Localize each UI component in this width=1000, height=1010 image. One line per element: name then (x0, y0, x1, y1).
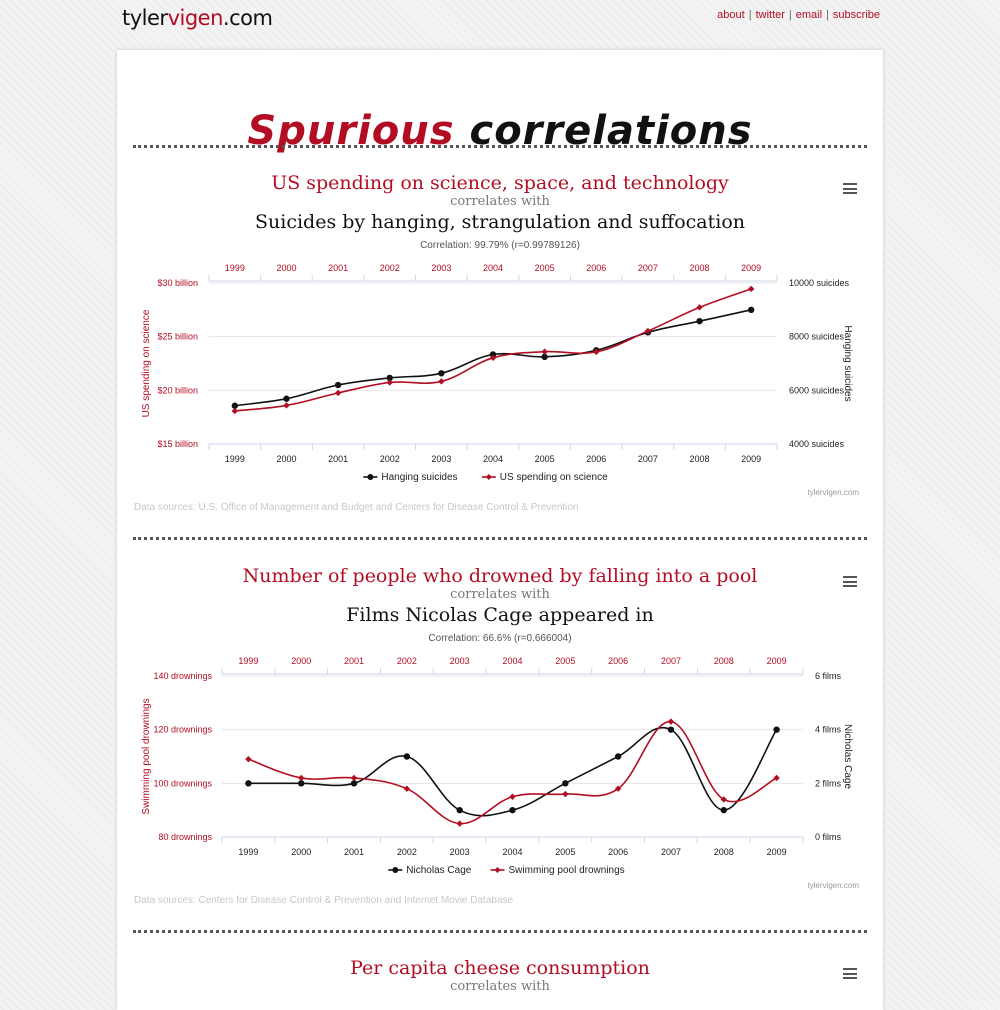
right-axis-tick-label: 6000 suicides (789, 385, 845, 396)
data-point (438, 370, 444, 376)
x-tick-label-top: 2002 (379, 263, 400, 273)
right-axis-tick-label: 0 films (815, 832, 842, 842)
x-tick-label-top: 2001 (344, 656, 365, 666)
nav-separator: | (826, 9, 829, 21)
data-point (696, 318, 702, 324)
legend-marker (495, 867, 501, 873)
nav-separator: | (788, 9, 792, 21)
x-tick-label-top: 1999 (238, 656, 259, 666)
x-tick-label-bottom: 2002 (379, 454, 400, 464)
legend-label: Hanging suicides (381, 472, 458, 483)
x-tick-label-top: 2002 (396, 656, 417, 666)
top-nav (717, 9, 880, 21)
logo-part-tyler: tyler (122, 6, 168, 30)
right-axis-tick-label: 6 films (815, 671, 842, 681)
legend-item (388, 865, 471, 876)
data-point (404, 753, 410, 759)
data-point (509, 807, 515, 813)
chart-credit[interactable]: tylervigen.com (807, 881, 859, 890)
chart-title-bottom: Films Nicolas Cage appeared in (346, 604, 654, 626)
x-tick-label-bottom: 2003 (431, 454, 452, 464)
data-point (615, 753, 621, 759)
x-tick-label-bottom: 1999 (224, 454, 245, 464)
correlation-value: Correlation: 66.6% (r=0.666004) (428, 633, 572, 644)
x-tick-label-top: 2000 (291, 656, 312, 666)
x-tick-label-top: 2005 (555, 656, 576, 666)
chart-title-top: Per capita cheese consumption (350, 957, 650, 979)
legend-item (491, 865, 625, 876)
chart-1-svg (117, 170, 883, 495)
x-tick-label-top: 2006 (608, 656, 629, 666)
x-tick-label-top: 2006 (586, 263, 607, 273)
x-tick-label-top: 2008 (713, 656, 734, 666)
right-axis-tick-label: 2 films (815, 778, 842, 789)
left-axis-tick-label: 120 drownings (153, 724, 212, 735)
logo-part-com: .com (222, 6, 273, 30)
data-point (298, 775, 304, 781)
data-sources: Data sources: Centers for Disease Control & Prevention and Internet Movie Database (134, 895, 514, 906)
banner-word-spurious: Spurious (247, 108, 455, 154)
left-axis-tick-label: $15 billion (157, 439, 198, 449)
nav-separator: | (748, 9, 752, 21)
section-divider (133, 537, 867, 540)
legend-item (482, 472, 608, 483)
x-tick-label-top: 2009 (741, 263, 762, 273)
x-tick-label-bottom: 2000 (291, 847, 312, 857)
x-tick-label-bottom: 2007 (637, 454, 658, 464)
x-tick-label-bottom: 2001 (344, 847, 365, 857)
x-tick-label-top: 2001 (328, 263, 349, 273)
data-point (668, 726, 674, 732)
right-axis-tick-label: 4 films (815, 724, 842, 735)
data-point (456, 820, 462, 826)
left-axis-tick-label: $20 billion (157, 385, 198, 396)
legend-label: Swimming pool drownings (508, 865, 625, 876)
site-logo[interactable] (122, 6, 272, 30)
x-tick-label-top: 2005 (534, 263, 555, 273)
chart-credit[interactable]: tylervigen.com (807, 488, 859, 497)
data-point (773, 775, 779, 781)
x-tick-label-bottom: 2008 (713, 847, 734, 857)
data-point (696, 304, 702, 310)
x-tick-label-top: 2004 (482, 263, 504, 273)
chart-menu-icon[interactable] (843, 968, 857, 979)
chart-title-top: US spending on science, space, and technology (271, 172, 729, 194)
data-point (404, 786, 410, 792)
legend-marker (486, 474, 492, 480)
x-tick-label-bottom: 2009 (766, 847, 787, 857)
x-tick-label-bottom: 2003 (449, 847, 470, 857)
x-tick-label-bottom: 2006 (586, 454, 607, 464)
correlates-with-text: correlates with (450, 979, 550, 994)
x-tick-label-top: 2003 (449, 656, 470, 666)
site-header (0, 0, 1000, 44)
data-point (773, 726, 779, 732)
left-axis-tick-label: $30 billion (157, 278, 198, 288)
nav-link-about[interactable]: about (717, 9, 745, 21)
x-tick-label-bottom: 2001 (328, 454, 349, 464)
legend-item (363, 472, 457, 483)
x-tick-label-bottom: 2006 (608, 847, 629, 857)
x-tick-label-top: 2008 (689, 263, 710, 273)
chart-2-svg (117, 563, 883, 888)
chart-title-bottom: Suicides by hanging, strangulation and suffocation (254, 211, 745, 233)
right-axis-tick-label: 8000 suicides (789, 331, 845, 342)
left-axis-tick-label: 140 drownings (153, 671, 212, 681)
data-point (245, 780, 251, 786)
x-tick-label-top: 2007 (637, 263, 658, 273)
left-axis-title: US spending on science (141, 309, 152, 418)
data-point (245, 756, 251, 762)
banner-word-correlations: correlations (469, 108, 753, 154)
data-point (456, 807, 462, 813)
x-tick-label-top: 2000 (276, 263, 297, 273)
x-tick-label-bottom: 2004 (502, 847, 523, 857)
x-tick-label-bottom: 2008 (689, 454, 710, 464)
left-axis-tick-label: 80 drownings (158, 832, 212, 842)
right-axis-title: Hanging suicides (842, 325, 853, 402)
data-point (562, 780, 568, 786)
legend-label: US spending on science (499, 472, 608, 483)
x-tick-label-bottom: 1999 (238, 847, 259, 857)
logo-part-vigen: vigen (167, 6, 223, 30)
right-axis-tick-label: 10000 suicides (789, 278, 850, 288)
data-point (668, 718, 674, 724)
chart-panel-3 (117, 955, 883, 1000)
data-sources: Data sources: U.S. Office of Management and Budget and Centers for Disease Control & Prevention (134, 502, 579, 513)
legend-marker (367, 474, 373, 480)
correlates-with-text: correlates with (450, 587, 550, 602)
data-point (721, 807, 727, 813)
left-axis-tick-label: 100 drownings (153, 778, 212, 789)
data-point (748, 307, 754, 313)
chart-panel-2 (117, 563, 883, 923)
data-point (438, 378, 444, 384)
chart-panel-1 (117, 170, 883, 530)
x-tick-label-top: 2004 (502, 656, 523, 666)
data-point (335, 382, 341, 388)
data-point (351, 775, 357, 781)
correlation-value: Correlation: 99.79% (r=0.99789126) (420, 240, 580, 251)
data-point (283, 402, 289, 408)
x-tick-label-top: 2007 (660, 656, 681, 666)
x-tick-label-top: 2003 (431, 263, 452, 273)
x-tick-label-bottom: 2000 (276, 454, 297, 464)
legend-marker (392, 867, 398, 873)
x-tick-label-top: 2009 (766, 656, 787, 666)
right-axis-tick-label: 4000 suicides (789, 439, 845, 449)
series-line (248, 728, 776, 816)
x-tick-label-bottom: 2009 (741, 454, 762, 464)
data-point (562, 791, 568, 797)
x-tick-label-bottom: 2004 (482, 454, 504, 464)
nav-link-twitter[interactable]: twitter (755, 9, 785, 21)
chart-title-top: Number of people who drowned by falling into a pool (242, 565, 758, 587)
legend-label: Nicholas Cage (406, 865, 472, 876)
nav-link-subscribe[interactable]: subscribe (832, 9, 880, 21)
correlates-with-text: correlates with (450, 194, 550, 209)
section-divider (133, 930, 867, 933)
data-point (232, 408, 238, 414)
left-axis-title: Swimming pool drownings (141, 698, 152, 815)
data-point (748, 286, 754, 292)
x-tick-label-bottom: 2005 (555, 847, 576, 857)
data-point (509, 794, 515, 800)
x-tick-label-bottom: 2002 (396, 847, 417, 857)
x-tick-label-top: 1999 (224, 263, 245, 273)
section-divider (133, 145, 867, 148)
data-point (283, 396, 289, 402)
nav-link-email[interactable]: email (795, 9, 823, 21)
data-point (541, 349, 547, 355)
left-axis-tick-label: $25 billion (157, 331, 198, 342)
right-axis-title: Nicholas Cage (842, 723, 853, 790)
x-tick-label-bottom: 2007 (660, 847, 681, 857)
x-tick-label-bottom: 2005 (534, 454, 555, 464)
